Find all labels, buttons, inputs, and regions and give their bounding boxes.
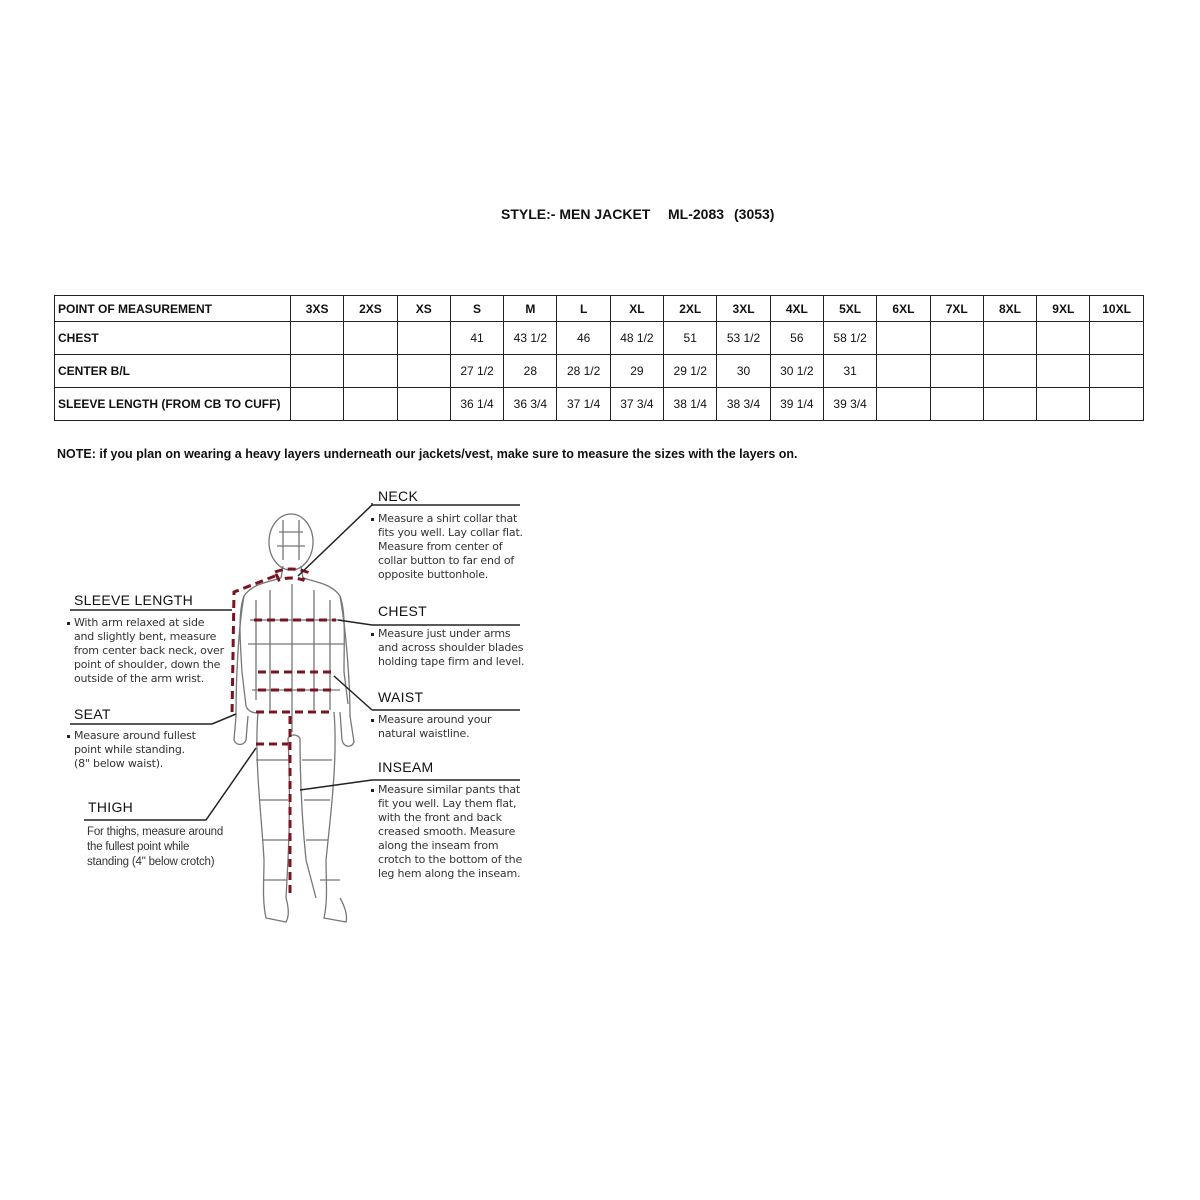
table-cell — [1037, 355, 1090, 388]
table-cell: 28 1/2 — [557, 355, 610, 388]
table-cell: 31 — [823, 355, 876, 388]
inseam-line-2: fit you well. Lay them flat, — [378, 797, 517, 810]
table-cell: 48 1/2 — [610, 322, 663, 355]
table-cell: 29 — [610, 355, 663, 388]
table-cell — [1090, 355, 1143, 388]
measurement-guide — [0, 470, 560, 940]
neck-line-2: fits you well. Lay collar flat. — [378, 526, 523, 539]
table-cell — [930, 355, 983, 388]
neck-label: NECK — [378, 488, 419, 504]
column-header: L — [557, 296, 610, 322]
column-header: 3XS — [291, 296, 344, 322]
table-cell — [344, 388, 397, 421]
neck-line-5: opposite buttonhole. — [378, 568, 489, 581]
table-cell — [877, 388, 930, 421]
table-cell: 29 1/2 — [664, 355, 717, 388]
layering-note: NOTE: if you plan on wearing a heavy layers underneath our jackets/vest, make sure to measure the sizes with the layers on. — [57, 447, 798, 461]
column-header: 8XL — [983, 296, 1036, 322]
size-chart-table — [54, 295, 1144, 421]
seat-label: SEAT — [74, 706, 111, 722]
chest-line-3: holding tape firm and level. — [378, 655, 525, 668]
inseam-line-7: leg hem along the inseam. — [378, 867, 521, 880]
thigh-line-3: standing (4" below crotch) — [87, 856, 215, 868]
column-header: M — [504, 296, 557, 322]
column-header: 3XL — [717, 296, 770, 322]
seat-description — [74, 729, 196, 771]
table-cell — [1090, 322, 1143, 355]
thigh-line-2: the fullest point while — [87, 841, 190, 853]
table-row-sleeve-length — [55, 388, 1144, 421]
table-cell: 27 1/2 — [450, 355, 503, 388]
table-cell — [397, 355, 450, 388]
thigh-description — [87, 825, 223, 870]
seat-line-1: Measure around fullest — [67, 729, 196, 743]
table-cell: 30 — [717, 355, 770, 388]
chest-line-1: Measure just under arms — [371, 627, 524, 641]
sleeve-line-4: point of shoulder, down the — [74, 658, 221, 671]
table-cell — [983, 322, 1036, 355]
sleeve-line-5: outside of the arm wrist. — [74, 672, 205, 685]
table-cell — [397, 322, 450, 355]
row-label: SLEEVE LENGTH (FROM CB TO CUFF) — [55, 388, 291, 421]
thigh-line-1: For thighs, measure around — [87, 826, 224, 838]
neck-description — [378, 512, 523, 582]
table-cell: 28 — [504, 355, 557, 388]
table-cell — [1037, 322, 1090, 355]
neck-line-3: Measure from center of — [378, 540, 503, 553]
row-label: CHEST — [55, 322, 291, 355]
table-cell — [930, 322, 983, 355]
inseam-description — [378, 783, 522, 881]
waist-line-1: Measure around your — [371, 713, 491, 727]
table-cell — [291, 322, 344, 355]
row-label: CENTER B/L — [55, 355, 291, 388]
table-cell: 56 — [770, 322, 823, 355]
chest-line-2: and across shoulder blades — [378, 641, 524, 654]
table-cell — [877, 322, 930, 355]
sleeve-length-label: SLEEVE LENGTH — [74, 592, 194, 608]
column-header: 10XL — [1090, 296, 1143, 322]
seat-line-2: point while standing. — [74, 743, 185, 756]
style-code: ML-2083 — [668, 206, 725, 222]
inseam-line-1: Measure similar pants that — [371, 783, 522, 797]
inseam-label: INSEAM — [378, 759, 434, 775]
chest-label: CHEST — [378, 603, 427, 619]
neck-line-1: Measure a shirt collar that — [371, 512, 523, 526]
thigh-label: THIGH — [88, 799, 134, 815]
inseam-line-4: creased smooth. Measure — [378, 825, 516, 838]
table-cell — [344, 355, 397, 388]
sleeve-length-description — [74, 616, 224, 686]
style-number: (3053) — [734, 206, 775, 222]
table-cell: 41 — [450, 322, 503, 355]
waist-line-2: natural waistline. — [378, 727, 470, 740]
column-header: POINT OF MEASUREMENT — [55, 296, 291, 322]
column-header: 4XL — [770, 296, 823, 322]
table-row-center-bl — [55, 355, 1144, 388]
table-cell — [291, 355, 344, 388]
table-cell: 46 — [557, 322, 610, 355]
table-cell — [877, 355, 930, 388]
table-cell: 36 3/4 — [504, 388, 557, 421]
column-header: 6XL — [877, 296, 930, 322]
column-header: XL — [610, 296, 663, 322]
table-cell: 43 1/2 — [504, 322, 557, 355]
style-title — [0, 204, 1200, 226]
style-label: STYLE:- MEN JACKET — [501, 206, 651, 222]
table-cell — [983, 388, 1036, 421]
table-cell: 39 3/4 — [823, 388, 876, 421]
table-cell: 58 1/2 — [823, 322, 876, 355]
column-header: 2XL — [664, 296, 717, 322]
table-cell — [344, 322, 397, 355]
table-cell — [1037, 388, 1090, 421]
table-cell: 39 1/4 — [770, 388, 823, 421]
waist-label: WAIST — [378, 689, 424, 705]
table-header-row — [55, 296, 1144, 322]
table-row-chest — [55, 322, 1144, 355]
seat-line-3: (8" below waist). — [74, 757, 164, 770]
neck-line-4: collar button to far end of — [378, 554, 515, 567]
column-header: 2XS — [344, 296, 397, 322]
inseam-line-6: crotch to the bottom of the — [378, 853, 523, 866]
sleeve-line-2: and slightly bent, measure — [74, 630, 217, 643]
column-header: XS — [397, 296, 450, 322]
inseam-line-5: along the inseam from — [378, 839, 499, 852]
table-cell: 51 — [664, 322, 717, 355]
table-cell: 53 1/2 — [717, 322, 770, 355]
table-cell — [291, 388, 344, 421]
table-cell — [983, 355, 1036, 388]
table-cell: 38 1/4 — [664, 388, 717, 421]
table-cell: 30 1/2 — [770, 355, 823, 388]
column-header: 5XL — [823, 296, 876, 322]
waist-description — [378, 713, 491, 741]
table-cell — [930, 388, 983, 421]
table-cell: 37 3/4 — [610, 388, 663, 421]
column-header: S — [450, 296, 503, 322]
table-cell: 36 1/4 — [450, 388, 503, 421]
sleeve-line-3: from center back neck, over — [74, 644, 224, 657]
table-cell — [397, 388, 450, 421]
column-header: 7XL — [930, 296, 983, 322]
chest-description — [378, 627, 524, 669]
table-cell: 38 3/4 — [717, 388, 770, 421]
column-header: 9XL — [1037, 296, 1090, 322]
table-cell — [1090, 388, 1143, 421]
inseam-line-3: with the front and back — [378, 811, 502, 824]
sleeve-line-1: With arm relaxed at side — [67, 616, 224, 630]
table-cell: 37 1/4 — [557, 388, 610, 421]
